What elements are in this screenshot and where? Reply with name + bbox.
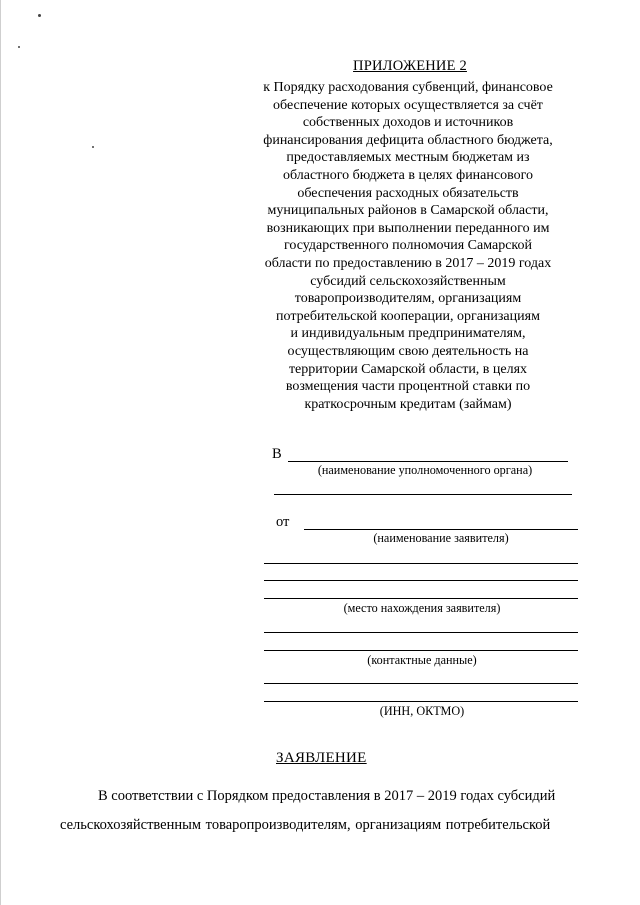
location-line-2[interactable] <box>264 632 578 633</box>
appendix-line: субсидий сельскохозяйственным <box>310 273 506 289</box>
appendix-line: к Порядку расходования субвенций, финансовое <box>263 80 553 95</box>
appendix-line: и индивидуальным предпринимателям, <box>290 326 526 342</box>
appendix-line: области по предоставлению в 2017 – 2019 годах <box>264 255 552 271</box>
applicant-line-2[interactable] <box>264 563 578 564</box>
scan-speck <box>38 14 41 17</box>
appendix-line: возмещения части процентной ставки по <box>285 379 531 395</box>
appendix-line: товаропроизводителям, организациям <box>294 291 522 307</box>
authority-caption: (наименование уполномоченного органа) <box>317 463 533 477</box>
appendix-line: обеспечение которых осуществляется за счёт <box>273 97 543 113</box>
applicant-caption: (наименование заявителя) <box>373 531 509 545</box>
inn-line[interactable] <box>264 701 578 702</box>
contacts-caption: (контактные данные) <box>367 653 477 667</box>
appendix-line: краткосрочным кредитам (займам) <box>304 396 512 412</box>
location-caption: (место нахождения заявителя) <box>343 601 501 615</box>
scan-speck <box>18 46 20 48</box>
appendix-line: финансирования дефицита областного бюджета, <box>263 132 553 148</box>
authority-line[interactable] <box>288 461 568 462</box>
appendix-line: возникающих при выполнении переданного им <box>266 220 550 236</box>
from-label: от <box>276 514 290 530</box>
appendix-line: собственных доходов и источников <box>302 115 514 131</box>
statement-line-2: сельскохозяйственным товаропроизводителям, организациям потребительской <box>60 817 551 833</box>
appendix-line: обеспечения расходных обязательств <box>297 185 519 201</box>
statement-line-1: В соответствии с Порядком предоставления в 2017 – 2019 годах субсидий <box>98 788 556 804</box>
statement-title: ЗАЯВЛЕНИЕ <box>276 750 367 766</box>
applicant-line[interactable] <box>304 529 578 530</box>
applicant-line-3[interactable] <box>264 580 578 581</box>
appendix-title: ПРИЛОЖЕНИЕ 2 <box>353 58 467 74</box>
appendix-line: потребительской кооперации, организациям <box>276 308 540 324</box>
scan-edge <box>0 0 1 905</box>
appendix-line: областного бюджета в целях финансового <box>282 167 534 183</box>
location-line[interactable] <box>264 598 578 599</box>
contacts-line[interactable] <box>264 650 578 651</box>
to-label: В <box>272 446 282 462</box>
appendix-line: предоставляемых местным бюджетам из <box>286 150 530 166</box>
appendix-line: осуществляющим свою деятельность на <box>287 343 529 359</box>
appendix-line: государственного полномочия Самарской <box>284 238 532 254</box>
appendix-line: муниципальных районов в Самарской области, <box>267 203 549 219</box>
appendix-line: территории Самарской области, в целях <box>288 361 528 377</box>
appendix-subtitle <box>246 79 570 413</box>
inn-caption: (ИНН, ОКТМО) <box>379 704 465 718</box>
authority-line-2[interactable] <box>274 494 572 495</box>
scan-speck <box>92 146 94 148</box>
contacts-line-2[interactable] <box>264 683 578 684</box>
